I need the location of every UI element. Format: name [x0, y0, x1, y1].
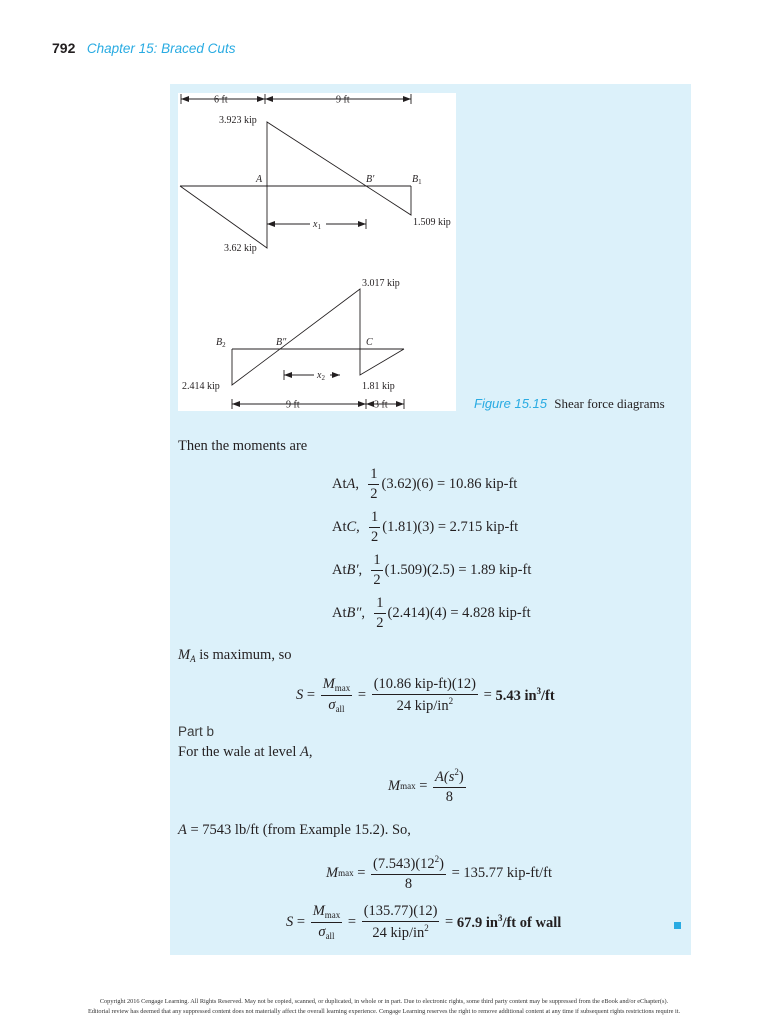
moments-intro: Then the moments are: [178, 438, 308, 454]
right-label-181: 1.81 kip: [362, 381, 395, 392]
moment-at-b-dprime: At B″ , $\frac{1}{2}$ (2.414)(4) = 4.828 kip-ft: [332, 595, 531, 631]
top-shear-line: [180, 122, 411, 248]
shear-force-figure: [178, 93, 456, 411]
page-number: 792: [52, 40, 76, 56]
end-of-example-marker: [674, 922, 681, 929]
point-b-dprime-label: B″: [276, 337, 287, 348]
mmax-value-equation: M max = $\frac{(7.543)(12^2)}{8}$ = 135.77 kip-ft/ft: [326, 854, 553, 892]
final-section-modulus-equation: S = $\frac{M_{max}}{\sigma_{all}}$ = $\frac{(135.77)(12)}{24 kip/in^2}$ = 67.9 $in^3/ft$ of wall: [286, 903, 562, 941]
page-header: [52, 40, 235, 58]
copyright-footer: [0, 997, 768, 1016]
x2-label: $x_2$: [317, 370, 325, 382]
dim-9ft-bottom-label: 9 ft: [286, 399, 300, 411]
moment-at-c: At C , $\frac{1}{2}$ (1.81)(3) = 2.715 kip-ft: [332, 509, 519, 545]
copyright-line-1: Copyright 2016 Cengage Learning. All Rights Reserved. May not be copied, scanned, or duplicated, in whole or in part. Due to electronic rights, some third party content may be suppressed from the eBook and/or eChapter(s).: [99, 998, 669, 1005]
chapter-title: Chapter 15: Braced Cuts: [86, 41, 236, 56]
left-label-2414: 2.414 kip: [182, 381, 220, 392]
top-shear-diagram: [180, 94, 411, 248]
figure-caption: [474, 396, 665, 412]
moment-at-a: At A , $\frac{1}{2}$ (3.62)(6) = 10.86 kip-ft: [332, 466, 518, 502]
point-c-label: C: [366, 337, 373, 348]
ma-maximum-text: $M_A$ is maximum, so: [178, 647, 292, 664]
section-modulus-equation: S = $\frac{M_{max}}{\sigma_{all}}$ = $\frac{\text{(10.86 kip-ft)(12)}}{24 kip/in^2}$ = 5.43 $in^3/ft$: [296, 676, 555, 714]
figure-number: Figure 15.15: [474, 396, 547, 411]
x1-label: $x_1$: [313, 219, 321, 231]
peak-label-3017: 3.017 kip: [362, 278, 400, 289]
copyright-line-2: Editorial review has deemed that any suppressed content does not materially affect the overall learning experience. Cengage Learning reserves the right to remove additional content at any time if subsequent rights restrictions require it.: [87, 1007, 681, 1015]
dim-9ft-label: 9 ft: [336, 94, 350, 106]
peak-label-3923: 3.923 kip: [219, 115, 257, 126]
end-label-1509: 1.509 kip: [413, 217, 451, 228]
moment-at-b-prime: At B′ , $\frac{1}{2}$ (1.509)(2.5) = 1.89 kip-ft: [332, 552, 532, 588]
low-label-362: 3.62 kip: [224, 243, 257, 254]
point-b1-label: $B_1$: [412, 174, 422, 186]
figure-caption-text: Shear force diagrams: [554, 396, 665, 411]
mmax-formula: M max = $\frac{A(s^2)}{8}$: [388, 767, 464, 805]
dim-6ft-label: 6 ft: [214, 94, 228, 106]
point-a-label: A: [256, 174, 263, 185]
a-value-text: A = 7543 lb/ft (from Example 15.2). So,: [178, 822, 411, 838]
point-b-prime-label: B′: [366, 174, 375, 185]
point-b2-label: $B_2$: [216, 337, 226, 349]
wale-text: For the wale at level A,: [178, 744, 313, 760]
part-b-heading: Part b: [178, 724, 215, 739]
dim-3ft-bottom-label: 3 ft: [374, 399, 388, 411]
